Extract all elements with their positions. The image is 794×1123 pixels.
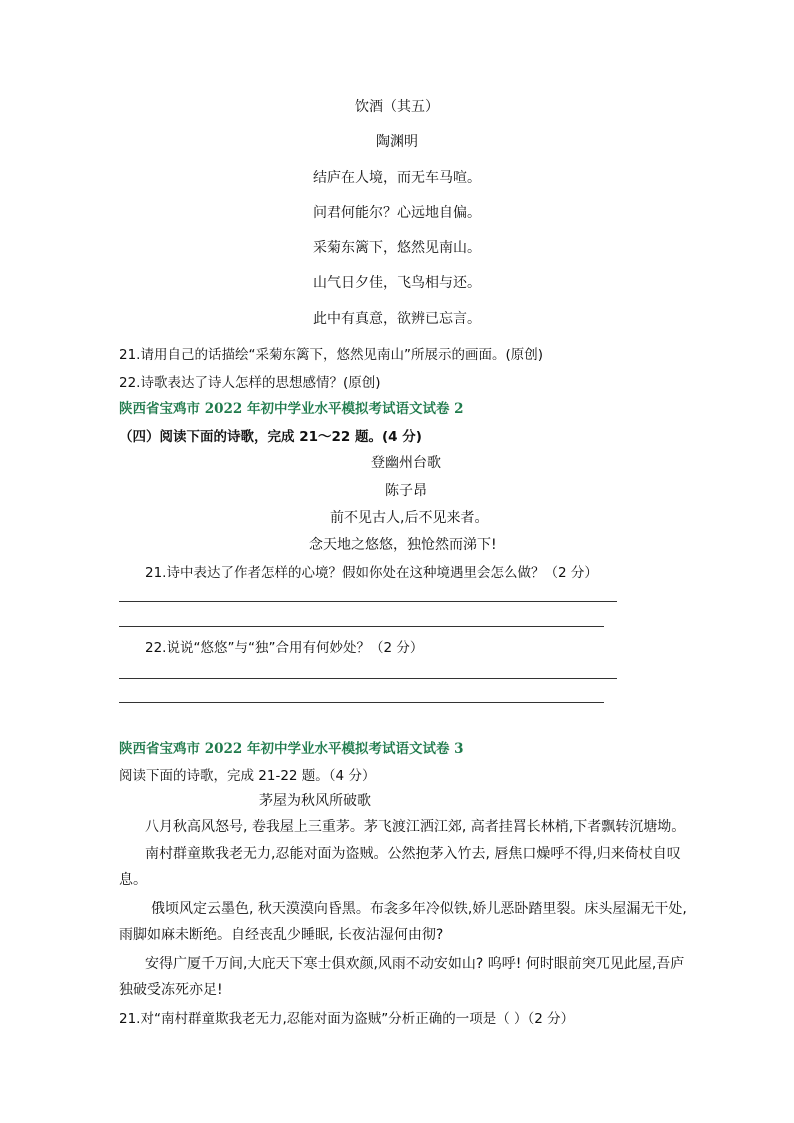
poem1-question-21: 21.请用自己的话描绘“采菊东篱下，悠然见南山”所展示的画面。(原创)	[119, 347, 543, 363]
poem1-line: 此中有真意，欲辨已忘言。	[313, 311, 481, 327]
poem3-title: 茅屋为秋风所破歌	[259, 793, 371, 809]
poem2-line: 念天地之悠悠，独怆然而涕下!	[309, 537, 497, 553]
section3-header: 陕西省宝鸡市 2022 年初中学业水平模拟考试语文试卷 3	[119, 741, 464, 757]
poem2-title: 登幽州台歌	[371, 455, 441, 471]
poem1-author: 陶渊明	[376, 134, 418, 150]
answer-line	[119, 626, 604, 627]
section2-header: 陕西省宝鸡市 2022 年初中学业水平模拟考试语文试卷 2	[119, 401, 464, 417]
poem2-author: 陈子昂	[385, 483, 427, 499]
poem1-title: 饮酒（其五）	[355, 99, 439, 115]
section3-instruction: 阅读下面的诗歌，完成 21-22 题。（4 分）	[119, 768, 376, 784]
section2-instruction: （四）阅读下面的诗歌，完成 21～22 题。(4 分)	[119, 429, 422, 445]
answer-line	[119, 601, 617, 602]
poem1-line: 山气日夕佳，飞鸟相与还。	[313, 275, 481, 291]
section2-question-22: 22.说说“悠悠”与“独”合用有何妙处？（2 分）	[145, 640, 424, 656]
section3-question-21: 21.对“南村群童欺我老无力,忍能对面为盗贼”分析正确的一项是（ ）（2 分）	[119, 1011, 575, 1027]
poem3-paragraph: 八月秋高风怒号, 卷我屋上三重茅。茅飞渡江洒江郊, 高者挂罥长林梢,下者飘转沉塘坳。	[145, 819, 686, 835]
poem3-paragraph: 俄顷风定云墨色, 秋天漠漠向昏黑。布衾多年冷似铁,娇儿恶卧踏里裂。床头屋漏无干处, 雨脚如麻未断绝。自经丧乱少睡眠, 长夜沾湿何由彻?	[119, 901, 687, 943]
poem1-line: 结庐在人境，而无车马喧。	[313, 170, 481, 186]
section2-question-21: 21.诗中表达了作者怎样的心境？假如你处在这种境遇里会怎么做？（2 分）	[145, 565, 598, 581]
poem1-line: 问君何能尔？心远地自偏。	[313, 205, 481, 221]
answer-line	[119, 678, 617, 679]
poem3-paragraph: 安得广厦千万间,大庇天下寒士俱欢颜,风雨不动安如山? 呜呼! 何时眼前突兀见此屋,吾庐独破受冻死亦足!	[119, 956, 685, 998]
poem1-line: 采菊东篱下，悠然见南山。	[313, 240, 481, 256]
poem1-question-22: 22.诗歌表达了诗人怎样的思想感情？(原创)	[119, 375, 381, 391]
answer-line	[119, 702, 604, 703]
poem2-line: 前不见古人,后不见来者。	[330, 510, 489, 526]
poem3-paragraph: 南村群童欺我老无力,忍能对面为盗贼。公然抱茅入竹去, 唇焦口燥呼不得,归来倚杖自叹息。	[119, 846, 681, 888]
